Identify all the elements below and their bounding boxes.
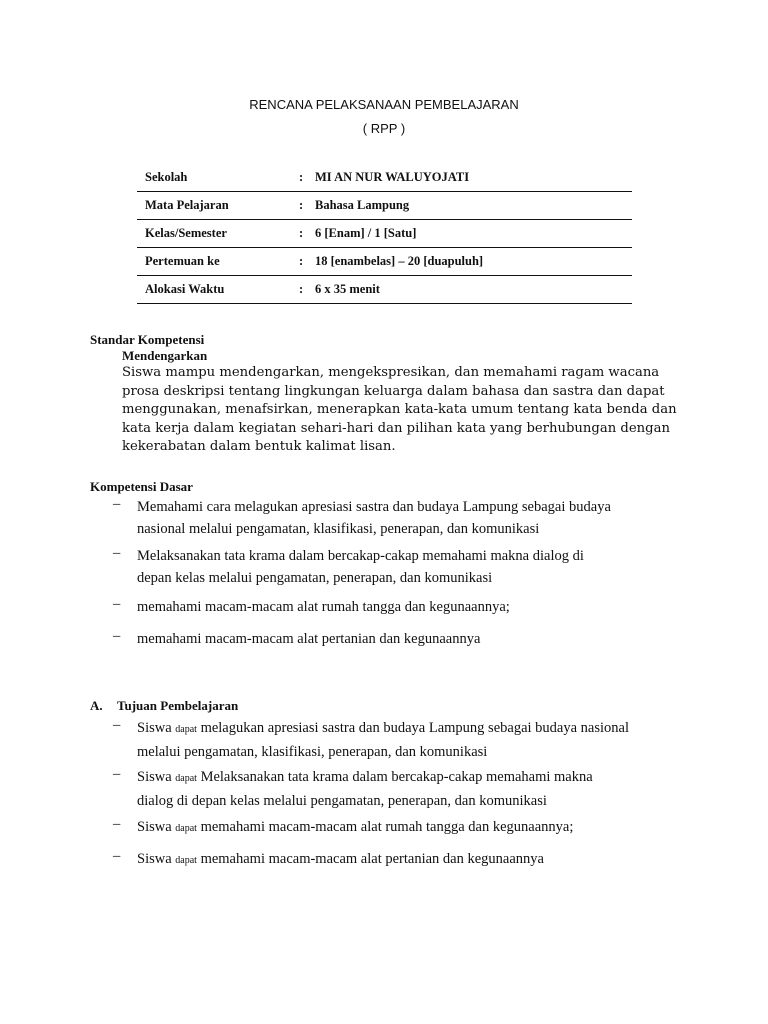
- dash-bullet: –: [113, 766, 121, 782]
- item-line: depan kelas melalui pengamatan, penerapan, dan komunikasi: [137, 570, 493, 586]
- row-colon: :: [299, 170, 304, 184]
- dapat-word: dapat: [175, 855, 197, 866]
- row-value: 18 [enambelas] – 20 [duapuluh]: [315, 254, 484, 268]
- item-line: Melaksanakan tata krama dalam bercakap-cakap memahami makna dialog di: [137, 548, 584, 564]
- row-colon: :: [299, 226, 304, 240]
- item-line: melalui pengamatan, klasifikasi, penerapan, dan komunikasi: [137, 744, 488, 760]
- row-label: Pertemuan ke: [145, 254, 220, 268]
- row-label: Kelas/Semester: [145, 226, 227, 240]
- item-line: memahami macam-macam alat pertanian dan kegunaannya: [137, 631, 481, 647]
- document-subtitle: ( RPP ): [362, 121, 406, 136]
- row-value: 6 [Enam] / 1 [Satu]: [315, 226, 417, 240]
- item-line: nasional melalui pengamatan, klasifikasi, penerapan, dan komunikasi: [137, 521, 540, 537]
- dapat-word: dapat: [175, 773, 197, 784]
- row-label: Sekolah: [145, 170, 188, 184]
- paragraph-line: menggunakan, menafsirkan, menerapkan kata-kata umum tentang kata benda dan: [122, 402, 677, 417]
- item-line: memahami macam-macam alat rumah tangga dan kegunaannya;: [200, 819, 574, 835]
- document-title: RENCANA PELAKSANAAN PEMBELAJARAN: [249, 97, 519, 112]
- item-line: Memahami cara melagukan apresiasi sastra dan budaya Lampung sebagai budaya: [137, 499, 611, 515]
- tujuan-heading: Tujuan Pembelajaran: [117, 698, 239, 713]
- row-colon: :: [299, 282, 304, 296]
- dapat-word: dapat: [175, 823, 197, 834]
- row-label: Alokasi Waktu: [145, 282, 225, 296]
- item-line: memahami macam-macam alat pertanian dan kegunaannya: [200, 851, 544, 867]
- kompetensi-heading: Kompetensi Dasar: [90, 479, 193, 494]
- item-line: Melaksanakan tata krama dalam bercakap-cakap memahami makna: [200, 769, 593, 785]
- row-value: 6 x 35 menit: [315, 282, 380, 296]
- tujuan-letter: A.: [90, 698, 103, 713]
- standar-paragraph: [122, 364, 677, 457]
- item-line: memahami macam-macam alat rumah tangga dan kegunaannya;: [137, 599, 510, 615]
- dash-bullet: –: [113, 596, 121, 612]
- standar-subheading: Mendengarkan: [122, 348, 208, 363]
- dash-bullet: –: [113, 848, 121, 864]
- table-row: [137, 192, 632, 220]
- item-line: melagukan apresiasi sastra dan budaya Lampung sebagai budaya nasional: [200, 720, 629, 736]
- dash-bullet: –: [113, 628, 121, 644]
- dash-bullet: –: [113, 545, 121, 561]
- row-colon: :: [299, 254, 304, 268]
- row-colon: :: [299, 198, 304, 212]
- siswa-word: Siswa: [137, 769, 172, 785]
- dapat-word: dapat: [175, 724, 197, 735]
- row-value: Bahasa Lampung: [315, 198, 410, 212]
- siswa-word: Siswa: [137, 819, 172, 835]
- table-row: [137, 164, 632, 192]
- table-row: [137, 220, 632, 248]
- paragraph-line: Siswa mampu mendengarkan, mengekspresikan, dan memahami ragam wacana: [122, 365, 660, 380]
- paragraph-line: kata kerja dalam kegiatan sehari-hari dan pilihan kata yang berhubungan dengan: [122, 420, 670, 436]
- siswa-word: Siswa: [137, 851, 172, 867]
- dash-bullet: –: [113, 816, 121, 832]
- dash-bullet: –: [113, 496, 121, 512]
- paragraph-line: prosa deskripsi tentang lingkungan keluarga dalam bahasa dan sastra dan dapat: [122, 383, 665, 399]
- paragraph-line: kekerabatan dalam bentuk kalimat lisan.: [122, 439, 396, 454]
- row-value: MI AN NUR WALUYOJATI: [315, 170, 470, 184]
- standar-heading: Standar Kompetensi: [90, 332, 205, 347]
- row-label: Mata Pelajaran: [145, 198, 229, 212]
- info-table: [137, 164, 632, 304]
- table-row: [137, 248, 632, 276]
- table-row: [137, 276, 632, 304]
- dash-bullet: –: [113, 717, 121, 733]
- siswa-word: Siswa: [137, 720, 172, 736]
- item-line: dialog di depan kelas melalui pengamatan, penerapan, dan komunikasi: [137, 793, 547, 809]
